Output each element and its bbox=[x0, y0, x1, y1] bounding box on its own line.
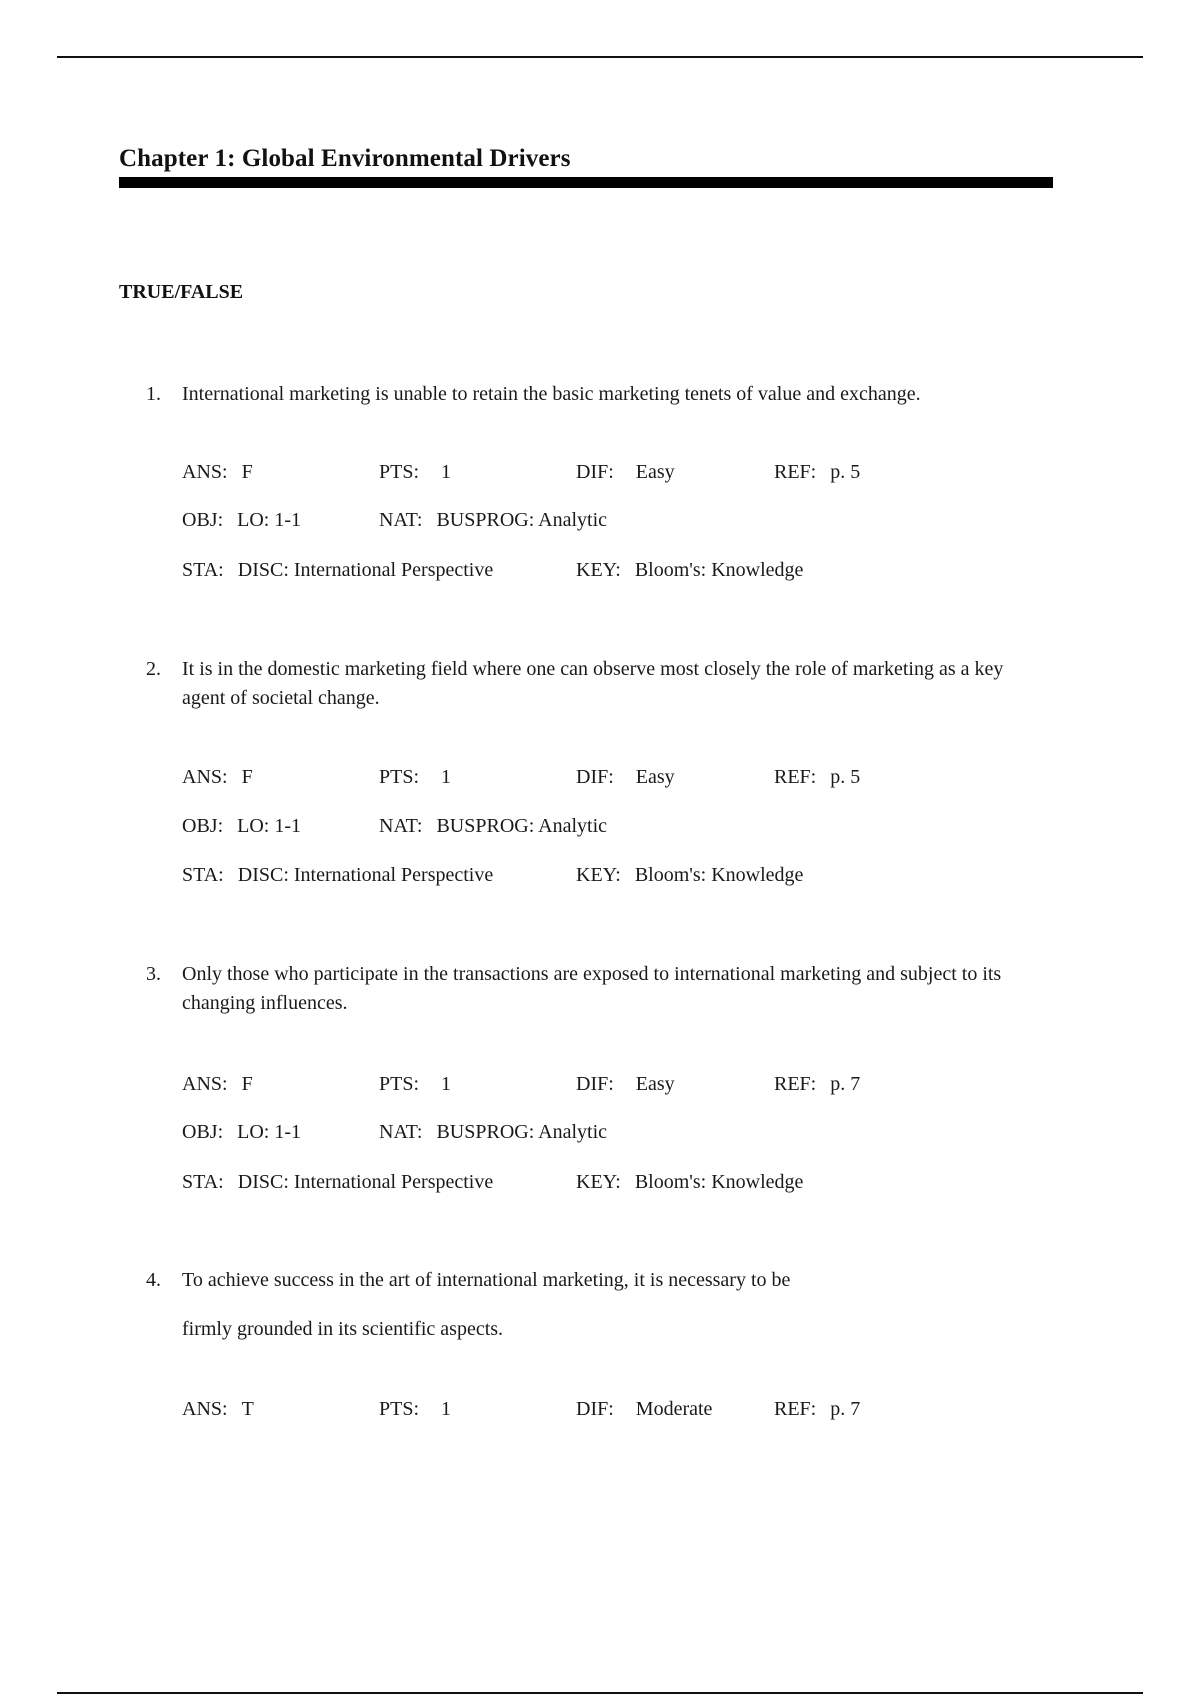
difficulty-field bbox=[576, 1397, 712, 1421]
keyword-field bbox=[576, 863, 803, 887]
keyword-key: KEY: bbox=[576, 559, 621, 581]
difficulty-value: Easy bbox=[635, 766, 675, 788]
reference-key: REF: bbox=[774, 766, 817, 788]
national-standard-field bbox=[379, 814, 607, 838]
keyword-value: Bloom's: Knowledge bbox=[634, 559, 804, 581]
national-standard-field bbox=[379, 508, 607, 532]
objective-key: OBJ: bbox=[182, 815, 224, 837]
points-value: 1 bbox=[441, 1073, 452, 1095]
reference-value: p. 5 bbox=[830, 461, 861, 483]
question-number: 1. bbox=[146, 383, 161, 405]
answer-field bbox=[182, 765, 253, 789]
reference-field bbox=[774, 1397, 860, 1421]
difficulty-key: DIF: bbox=[576, 1398, 614, 1420]
state-standard-field bbox=[182, 558, 493, 582]
difficulty-value: Moderate bbox=[635, 1398, 713, 1420]
answer-key: ANS: bbox=[182, 766, 228, 788]
answer-value: T bbox=[241, 1398, 254, 1420]
section-heading: TRUE/FALSE bbox=[119, 281, 244, 303]
points-key: PTS: bbox=[379, 1073, 420, 1095]
state-standard-key: STA: bbox=[182, 864, 224, 886]
answer-value: F bbox=[241, 461, 253, 483]
national-standard-value: BUSPROG: Analytic bbox=[436, 815, 608, 837]
points-field bbox=[379, 460, 451, 484]
difficulty-field bbox=[576, 765, 675, 789]
state-standard-value: DISC: International Perspective bbox=[237, 864, 494, 886]
keyword-field bbox=[576, 558, 803, 582]
state-standard-value: DISC: International Perspective bbox=[237, 559, 494, 581]
points-key: PTS: bbox=[379, 766, 420, 788]
national-standard-key: NAT: bbox=[379, 815, 423, 837]
question-number: 3. bbox=[146, 963, 161, 985]
difficulty-value: Easy bbox=[635, 461, 675, 483]
keyword-value: Bloom's: Knowledge bbox=[634, 864, 804, 886]
difficulty-key: DIF: bbox=[576, 766, 614, 788]
keyword-field bbox=[576, 1170, 803, 1194]
reference-field bbox=[774, 1072, 860, 1096]
objective-key: OBJ: bbox=[182, 1121, 224, 1143]
reference-field bbox=[774, 460, 860, 484]
top-rule bbox=[57, 56, 1143, 58]
difficulty-key: DIF: bbox=[576, 461, 614, 483]
question-number: 2. bbox=[146, 658, 161, 680]
reference-key: REF: bbox=[774, 1398, 817, 1420]
objective-field bbox=[182, 814, 301, 838]
objective-value: LO: 1-1 bbox=[237, 1121, 302, 1143]
objective-value: LO: 1-1 bbox=[237, 509, 302, 531]
difficulty-field bbox=[576, 1072, 675, 1096]
reference-field bbox=[774, 765, 860, 789]
question-text-line-2: firmly grounded in its scientific aspects. bbox=[182, 1318, 504, 1340]
bottom-rule bbox=[57, 1692, 1143, 1694]
chapter-title-bar bbox=[119, 177, 1053, 188]
points-field bbox=[379, 765, 451, 789]
answer-field bbox=[182, 1072, 253, 1096]
state-standard-field bbox=[182, 1170, 493, 1194]
difficulty-field bbox=[576, 460, 675, 484]
reference-key: REF: bbox=[774, 1073, 817, 1095]
difficulty-value: Easy bbox=[635, 1073, 675, 1095]
points-field bbox=[379, 1397, 451, 1421]
objective-value: LO: 1-1 bbox=[237, 815, 302, 837]
keyword-key: KEY: bbox=[576, 864, 621, 886]
question-text: It is in the domestic marketing field where one can observe most closely the role of marketing as a key agent of societal change. bbox=[182, 658, 1004, 709]
keyword-key: KEY: bbox=[576, 1171, 621, 1193]
reference-value: p. 7 bbox=[830, 1398, 861, 1420]
points-value: 1 bbox=[441, 461, 452, 483]
reference-value: p. 7 bbox=[830, 1073, 861, 1095]
state-standard-key: STA: bbox=[182, 559, 224, 581]
answer-value: F bbox=[241, 1073, 253, 1095]
answer-value: F bbox=[241, 766, 253, 788]
national-standard-field bbox=[379, 1120, 607, 1144]
points-key: PTS: bbox=[379, 461, 420, 483]
difficulty-key: DIF: bbox=[576, 1073, 614, 1095]
points-field bbox=[379, 1072, 451, 1096]
national-standard-value: BUSPROG: Analytic bbox=[436, 1121, 608, 1143]
reference-key: REF: bbox=[774, 461, 817, 483]
keyword-value: Bloom's: Knowledge bbox=[634, 1171, 804, 1193]
points-key: PTS: bbox=[379, 1398, 420, 1420]
answer-field bbox=[182, 1397, 254, 1421]
question-text: International marketing is unable to retain the basic marketing tenets of value and exchange. bbox=[182, 383, 921, 405]
question-text-line-1: To achieve success in the art of international marketing, it is necessary to be bbox=[182, 1269, 791, 1291]
answer-key: ANS: bbox=[182, 1398, 228, 1420]
state-standard-field bbox=[182, 863, 493, 887]
reference-value: p. 5 bbox=[830, 766, 861, 788]
answer-field bbox=[182, 460, 253, 484]
answer-key: ANS: bbox=[182, 461, 228, 483]
national-standard-key: NAT: bbox=[379, 509, 423, 531]
state-standard-key: STA: bbox=[182, 1171, 224, 1193]
state-standard-value: DISC: International Perspective bbox=[237, 1171, 494, 1193]
objective-field bbox=[182, 1120, 301, 1144]
objective-key: OBJ: bbox=[182, 509, 224, 531]
question-text: Only those who participate in the transactions are exposed to international marketing and subject to its changing influences. bbox=[182, 963, 1002, 1014]
national-standard-key: NAT: bbox=[379, 1121, 423, 1143]
national-standard-value: BUSPROG: Analytic bbox=[436, 509, 608, 531]
objective-field bbox=[182, 508, 301, 532]
points-value: 1 bbox=[441, 766, 452, 788]
chapter-title: Chapter 1: Global Environmental Drivers bbox=[119, 145, 571, 172]
points-value: 1 bbox=[441, 1398, 452, 1420]
question-number: 4. bbox=[146, 1269, 161, 1291]
answer-key: ANS: bbox=[182, 1073, 228, 1095]
